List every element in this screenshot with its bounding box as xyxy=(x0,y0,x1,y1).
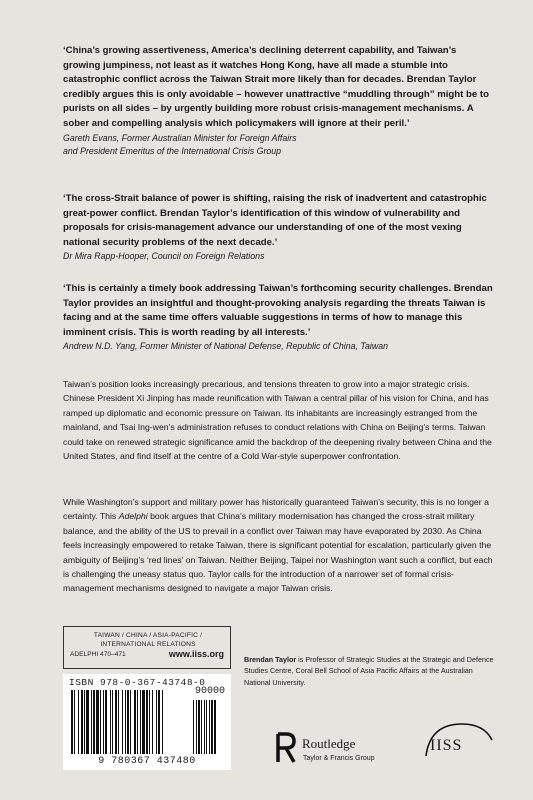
series-number: ADELPHI 470–471 xyxy=(70,651,126,658)
category-label xyxy=(64,631,232,649)
description-text-b: book argues that China’s military modernisation has changed the cross-strait military balance, and the ability of the US to prevail in a conflict over Taiwan may have evaporated by 2030. As China feels increasingly empowered to retake Taiwan, there is significant potential for escalation, particularly given the ambiguity of Beijing’s ‘red lines’ on Taiwan. Neither Beijing, Taipei nor Washington want such a conflict, but each is challenging the uneasy status quo. Taylor calls for the introduction of a narrower set of formal crisis-management mechanisms designed to navigate a major Taiwan crisis. xyxy=(63,511,493,594)
author-bio xyxy=(244,654,499,688)
quote-attribution: Andrew N.D. Yang, Former Minister of National Defense, Republic of China, Taiwan xyxy=(63,341,388,352)
description-paragraph-2 xyxy=(63,495,495,596)
quote-text: ‘The cross-Strait balance of power is shifting, raising the risk of inadvertent and catastrophic great-power conflict. Brendan Taylor’s identification of this window of vulnerability and proposals for crisis-management advance our understanding of one of the most vexing national security problems of the next decade.’ xyxy=(63,193,487,248)
category-line-1: TAIWAN / CHINA / ASIA-PACIFIC / xyxy=(93,632,203,639)
category-line-2: INTERNATIONAL RELATIONS xyxy=(100,641,196,648)
description-paragraph-1: Taiwan’s position looks increasingly precarious, and tensions threaten to grow into a major strategic crisis. Chinese President Xi Jinping has made reunification with Taiwan a central pillar of his vision for China, and has ramped up diplomatic and economic pressure on Taiwan. Its inhabitants are increasingly estranged from the mainland, and Tsai Ing-wen’s administration refuses to conduct relations with China on Beijing’s terms. Taiwan could take on renewed strategic significance amid the backdrop of the deepening rivalry between China and the United States, and find itself at the centre of a Cold War-style superpower confrontation. xyxy=(63,379,492,462)
endorsement-quote-1 xyxy=(63,44,493,158)
barcode-digits: 9 780367 437480 xyxy=(98,756,196,767)
quote-attribution: Gareth Evans, Former Australian Minister for Foreign Affairs xyxy=(63,132,297,143)
quote-text: ‘China’s growing assertiveness, America’s declining deterrent capability, and Taiwan’s growing jumpiness, not least as it watches Hong Kong, have all made a stumble into catastrophic conflict across the Taiwan Strait more likely than for decades. Brendan Taylor credibly argues this is only avoidable – however unattractive “muddling through” might be to purists on all sides – by urgently building more robust crisis-management mechanisms. A sober and compelling analysis which policymakers will ignore at their peril.’ xyxy=(63,45,489,129)
iiss-logo-text: IISS xyxy=(430,737,463,754)
endorsement-quote-2 xyxy=(63,192,493,263)
category-box xyxy=(63,626,231,669)
price-code: 90000 xyxy=(194,686,225,697)
publisher-name: Routledge xyxy=(302,736,356,751)
website-url: www.iiss.org xyxy=(168,649,224,659)
author-bio-text: is Professor of Strategic Studies at the Strategic and Defence Studies Centre, Coral Bell School of Asia Pacific Affairs at the Australian National University. xyxy=(244,655,494,687)
endorsement-quote-3 xyxy=(63,282,493,353)
description-text-a: While Washington’s support and military power has historically guaranteed Taiwan’s security, this is no longer a certainty. This xyxy=(63,497,489,522)
author-name: Brendan Taylor xyxy=(244,655,297,664)
barcode-block xyxy=(63,674,231,770)
quote-text: ‘This is certainly a timely book addressing Taiwan’s forthcoming security challenges. Brendan Taylor provides an insightful and thought-provoking analysis regarding the threats Taiwan is facing and at the same time offers valuable suggestions in terms of how to manage this imminent crisis. This is worth reading by all interests.’ xyxy=(63,283,493,338)
quote-attribution-line-2: and President Emeritus of the International Crisis Group xyxy=(63,145,282,156)
isbn-number: ISBN 978-0-367-43748-0 xyxy=(69,677,206,688)
series-name: Adelphi xyxy=(118,511,148,522)
publisher-subtitle: Taylor & Francis Group xyxy=(303,755,375,762)
quote-attribution: Dr Mira Rapp-Hooper, Council on Foreign Relations xyxy=(63,251,265,262)
